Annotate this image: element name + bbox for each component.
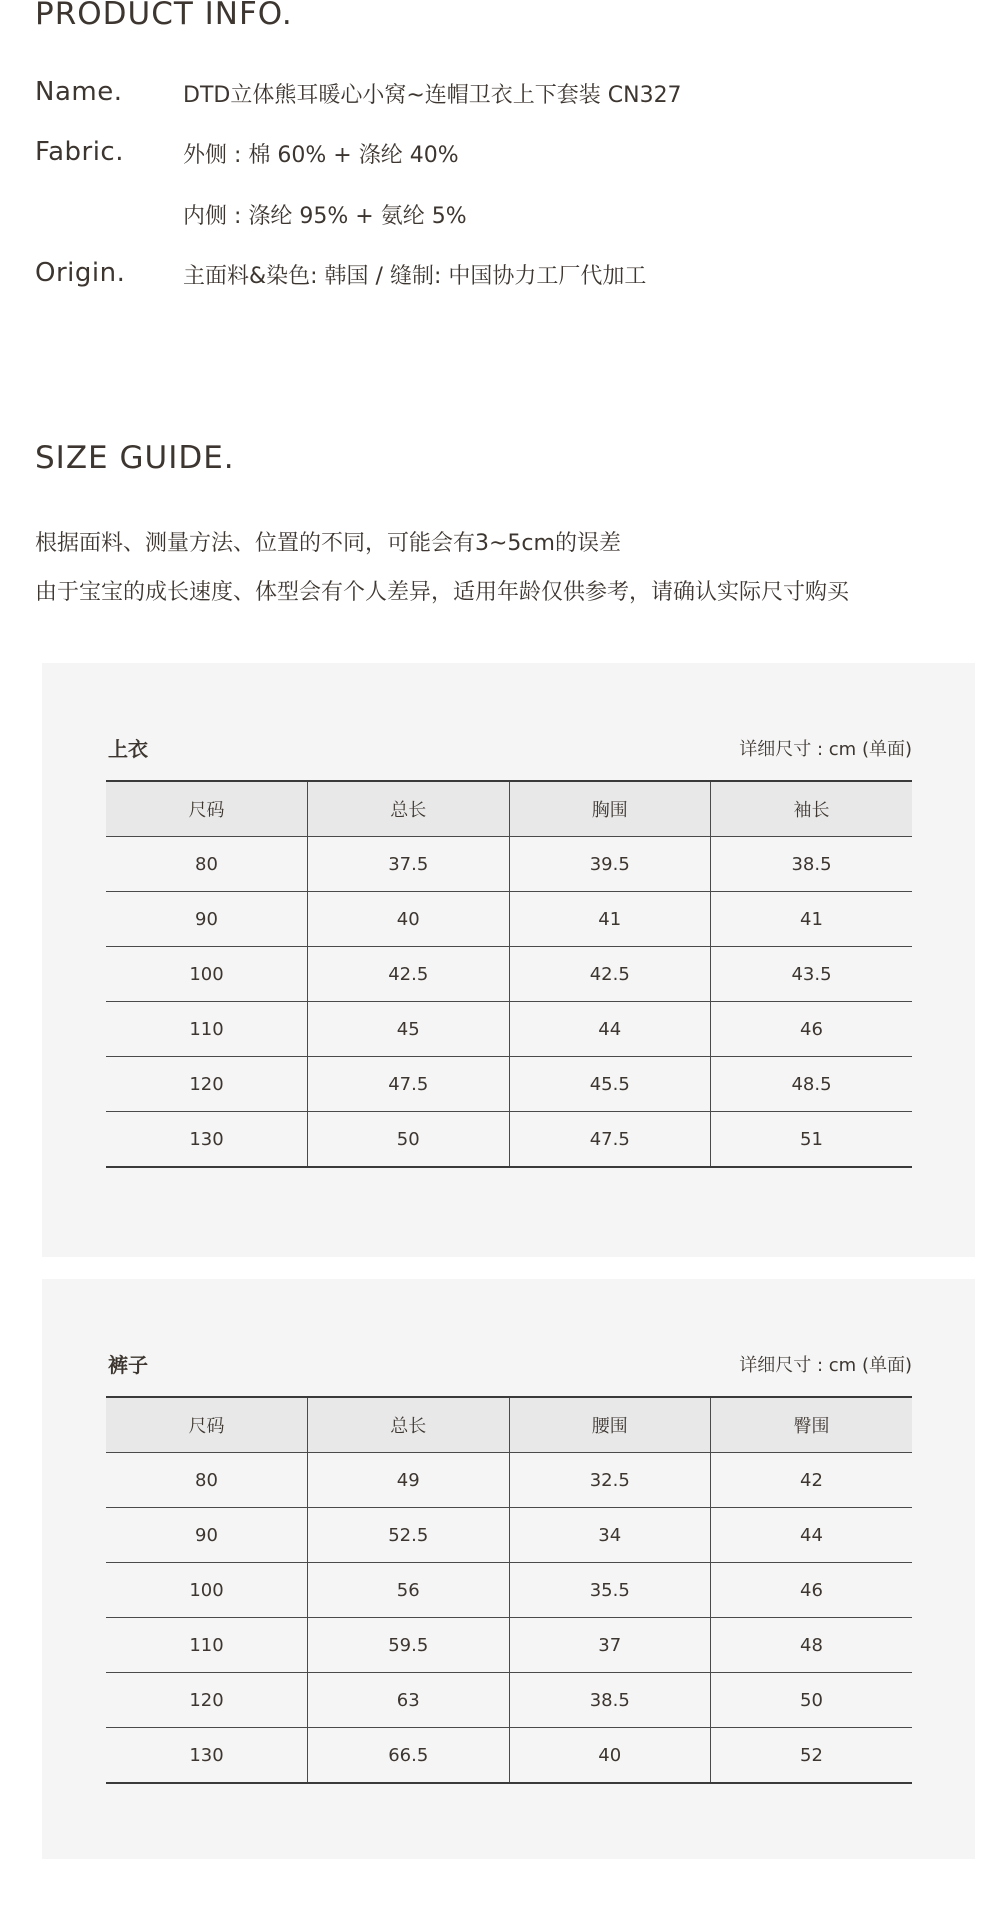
fabric-label: Fabric. [35,137,124,167]
table-cell: 37 [509,1618,711,1673]
table-cell: 80 [106,1453,308,1508]
table-cell: 35.5 [509,1563,711,1618]
size-note-growth: 由于宝宝的成长速度、体型会有个人差异，适用年龄仅供参考，请确认实际尺寸购买 [35,580,850,605]
table-cell: 40 [308,892,510,947]
table-cell: 63 [308,1673,510,1728]
table-cell: 48.5 [711,1057,913,1112]
size-note-measurement: 根据面料、测量方法、位置的不同，可能会有3~5cm的误差 [35,531,621,556]
table-cell: 100 [106,947,308,1002]
top-table-unit: 详细尺寸 : cm (单面) [739,739,912,760]
table-cell: 80 [106,837,308,892]
table-cell: 32.5 [509,1453,711,1508]
table-row [106,837,912,892]
header-size: 尺码 [106,1397,308,1453]
table-cell: 44 [509,1002,711,1057]
header-length: 总长 [308,781,510,837]
table-cell: 49 [308,1453,510,1508]
table-cell: 38.5 [509,1673,711,1728]
name-value: DTD立体熊耳暖心小窝~连帽卫衣上下套装 CN327 [183,83,682,108]
table-cell: 45.5 [509,1057,711,1112]
table-cell: 50 [308,1112,510,1168]
table-cell: 130 [189,1128,224,1150]
table-cell: 47.5 [509,1112,711,1168]
table-cell: 41 [711,892,913,947]
header-waist: 腰围 [509,1397,711,1453]
table-cell: 120 [106,1057,308,1112]
table-cell: 45 [308,1002,510,1057]
table-row [106,1728,912,1784]
table-cell: 42.5 [509,947,711,1002]
table-row [106,892,912,947]
name-label: Name. [35,77,123,107]
fabric-outer-value: 外侧 : 棉 60% + 涤纶 40% [183,143,459,168]
origin-label: Origin. [35,258,126,288]
table-row [106,1673,912,1728]
table-cell: 59.5 [308,1618,510,1673]
table-row [106,1453,912,1508]
table-row [106,1002,912,1057]
table-row [106,1563,912,1618]
product-info-title: PRODUCT INFO. [35,0,293,32]
table-cell: 100 [106,1563,308,1618]
table-cell: 34 [509,1508,711,1563]
table-cell: 51 [711,1112,913,1168]
top-table-title: 上衣 [108,737,148,761]
table-cell: 130 [189,1744,224,1766]
table-header-row [106,1397,912,1453]
table-cell: 48 [711,1618,913,1673]
table-cell: 39.5 [509,837,711,892]
table-cell: 90 [106,892,308,947]
size-guide-title: SIZE GUIDE. [35,440,235,476]
table-cell: 44 [711,1508,913,1563]
table-cell: 46 [711,1563,913,1618]
header-chest: 胸围 [509,781,711,837]
table-cell: 66.5 [308,1728,510,1784]
pants-size-table [106,1396,912,1784]
table-row [106,947,912,1002]
top-size-panel [42,663,975,1257]
table-cell: 120 [106,1673,308,1728]
pants-table-title: 裤子 [108,1353,148,1377]
fabric-inner-value: 内侧 : 涤纶 95% + 氨纶 5% [183,204,467,229]
table-cell: 52 [711,1728,913,1784]
table-header-row [106,781,912,837]
table-cell: 47.5 [308,1057,510,1112]
header-length: 总长 [308,1397,510,1453]
header-size: 尺码 [106,781,308,837]
table-cell: 50 [711,1673,913,1728]
origin-value: 主面料&染色: 韩国 / 缝制: 中国协力工厂代加工 [183,264,647,289]
table-cell: 56 [308,1563,510,1618]
table-cell: 42 [711,1453,913,1508]
top-size-table [106,780,912,1168]
pants-size-panel [42,1279,975,1859]
header-hip: 臀围 [711,1397,913,1453]
table-cell: 110 [106,1002,308,1057]
header-sleeve: 袖长 [711,781,913,837]
pants-table-unit: 详细尺寸 : cm (单面) [739,1355,912,1376]
table-row [106,1618,912,1673]
table-cell: 41 [509,892,711,947]
table-cell: 110 [106,1618,308,1673]
table-cell: 38.5 [711,837,913,892]
table-cell: 46 [711,1002,913,1057]
table-cell: 52.5 [308,1508,510,1563]
table-row [106,1057,912,1112]
table-row [106,1508,912,1563]
table-cell: 90 [106,1508,308,1563]
table-cell: 37.5 [308,837,510,892]
table-row [106,1112,912,1168]
table-cell: 42.5 [308,947,510,1002]
table-cell: 40 [509,1728,711,1784]
table-cell: 43.5 [711,947,913,1002]
